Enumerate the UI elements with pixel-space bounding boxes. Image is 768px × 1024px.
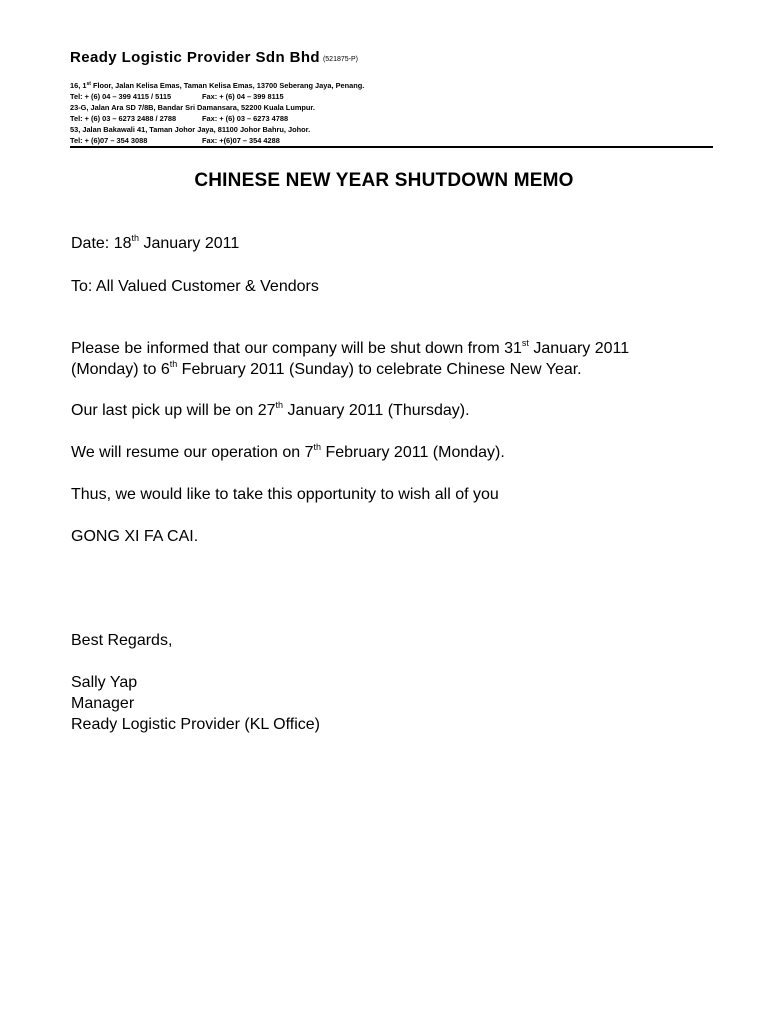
signatory-office: Ready Logistic Provider (KL Office) [71, 716, 320, 733]
office-contact-penang [70, 91, 713, 102]
signature-block [71, 672, 320, 735]
memo-paragraph-shutdown: Please be informed that our company will be shut down from 31st January 2011 (Monday) to 6th February 2011 (Sunday) to celebrate Chinese New Year. [71, 338, 630, 378]
office-address-kuala-lumpur: 23-G, Jalan Ara SD 7/8B, Bandar Sri Damansara, 52200 Kuala Lumpur. [70, 103, 315, 113]
memo-paragraph-last-pickup: Our last pick up will be on 27th January 2011 (Thursday). [71, 400, 470, 419]
office-tel: Tel: + (6)07 – 354 3088 [70, 136, 148, 146]
signatory-name: Sally Yap [71, 674, 138, 691]
memo-title: CHINESE NEW YEAR SHUTDOWN MEMO [194, 170, 574, 191]
memo-closing: Best Regards, [71, 632, 173, 649]
office-contact-johor [70, 135, 713, 146]
office-contact-kuala-lumpur [70, 113, 713, 124]
memo-paragraph-wishes: Thus, we would like to take this opportunity to wish all of you [71, 486, 499, 503]
company-registration-number: (521875-P) [322, 56, 358, 63]
office-fax: Fax: +(6)07 – 354 4288 [202, 136, 280, 146]
memo-greeting: GONG XI FA CAI. [71, 528, 199, 545]
company-name: Ready Logistic Provider Sdn Bhd [70, 49, 320, 66]
memo-recipients: To: All Valued Customer & Vendors [71, 278, 319, 295]
memo-paragraph-resume: We will resume our operation on 7th February 2011 (Monday). [71, 442, 505, 461]
office-fax: Fax: + (6) 03 – 6273 4788 [202, 114, 289, 124]
company-header [70, 48, 713, 70]
letterhead-divider [70, 146, 713, 148]
signatory-title: Manager [71, 695, 135, 712]
office-address-johor: 53, Jalan Bakawali 41, Taman Johor Jaya, 81100 Johor Bahru, Johor. [70, 125, 311, 135]
office-tel: Tel: + (6) 03 – 6273 2488 / 2788 [70, 114, 177, 124]
office-addresses [70, 79, 713, 147]
letterhead [70, 48, 713, 147]
memo-date: Date: 18th January 2011 [71, 233, 240, 252]
office-tel: Tel: + (6) 04 – 399 4115 / 5115 [70, 92, 172, 102]
office-address-penang: 16, 1st Floor, Jalan Kelisa Emas, Taman Kelisa Emas, 13700 Seberang Jaya, Penang. [70, 81, 365, 90]
office-fax: Fax: + (6) 04 – 399 8115 [202, 92, 284, 102]
